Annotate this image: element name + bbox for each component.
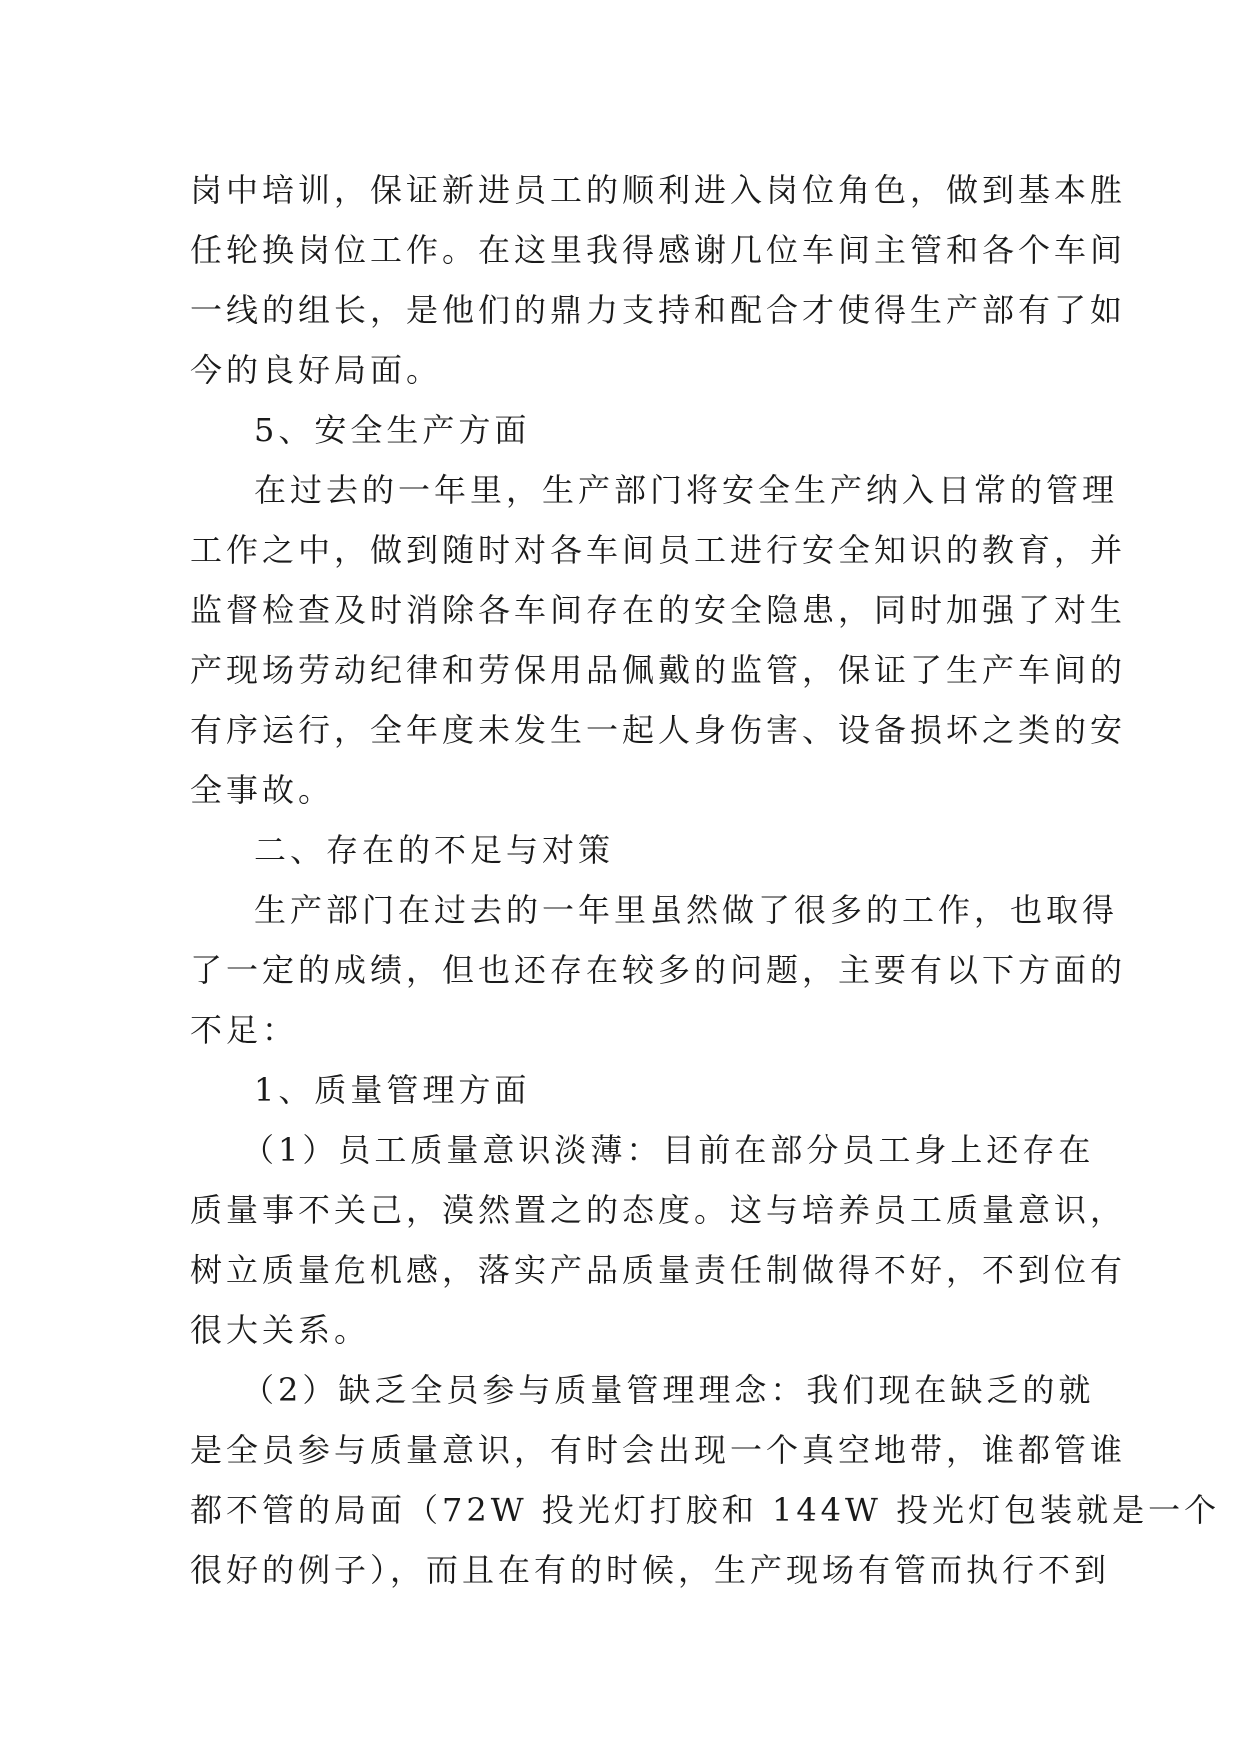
text-line: 质量事不关己，漠然置之的态度。这与培养员工质量意识， bbox=[190, 1191, 1127, 1229]
text-line: 监督检查及时消除各车间存在的安全隐患，同时加强了对生 bbox=[190, 591, 1127, 629]
text-line: 今的良好局面。 bbox=[190, 351, 443, 389]
text-line: 全事故。 bbox=[190, 771, 335, 809]
body-text bbox=[190, 160, 1221, 1600]
text-line: 很好的例子），而且在有的时候，生产现场有管而执行不到 bbox=[190, 1551, 1111, 1589]
text-line: 不足： bbox=[190, 1011, 299, 1049]
text-line: 有序运行，全年度未发生一起人身伤害、设备损坏之类的安 bbox=[190, 711, 1127, 749]
text-line: 工作之中，做到随时对各车间员工进行安全知识的教育，并 bbox=[190, 531, 1127, 569]
text-line: （1）员工质量意识淡薄：目前在部分员工身上还存在 bbox=[242, 1131, 1095, 1169]
text-line: 一线的组长，是他们的鼎力支持和配合才使得生产部有了如 bbox=[190, 291, 1127, 329]
text-line: （2）缺乏全员参与质量管理理念：我们现在缺乏的就 bbox=[242, 1371, 1095, 1409]
text-line: 岗中培训，保证新进员工的顺利进入岗位角色，做到基本胜 bbox=[190, 171, 1127, 209]
section-heading: 1、质量管理方面 bbox=[254, 1071, 531, 1109]
text-line: 在过去的一年里，生产部门将安全生产纳入日常的管理 bbox=[254, 471, 1119, 509]
section-heading: 二、存在的不足与对策 bbox=[254, 831, 615, 869]
text-line: 了一定的成绩，但也还存在较多的问题，主要有以下方面的 bbox=[190, 951, 1127, 989]
text-line: 产现场劳动纪律和劳保用品佩戴的监管，保证了生产车间的 bbox=[190, 651, 1127, 689]
text-line: 都不管的局面（72W 投光灯打胶和 144W 投光灯包装就是一个 bbox=[190, 1491, 1221, 1529]
text-line: 是全员参与质量意识，有时会出现一个真空地带，谁都管谁 bbox=[190, 1431, 1127, 1469]
text-line: 很大关系。 bbox=[190, 1311, 371, 1349]
text-line: 树立质量危机感，落实产品质量责任制做得不好，不到位有 bbox=[190, 1251, 1127, 1289]
text-line: 任轮换岗位工作。在这里我得感谢几位车间主管和各个车间 bbox=[190, 231, 1127, 269]
text-line: 生产部门在过去的一年里虽然做了很多的工作，也取得 bbox=[254, 891, 1119, 929]
section-heading: 5、安全生产方面 bbox=[254, 411, 531, 449]
